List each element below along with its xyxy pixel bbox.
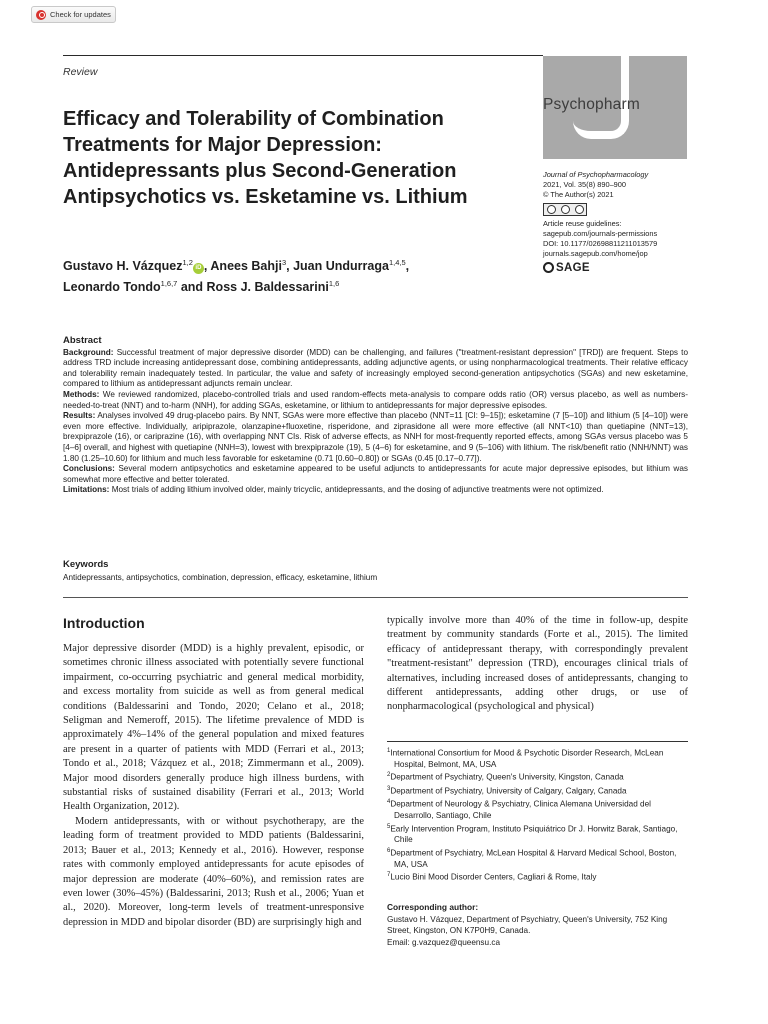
abstract-section-label: Conclusions: [63,464,115,474]
check-for-updates-badge[interactable] [31,6,116,23]
author-name: Juan Undurraga [293,259,389,274]
corresponding-author [387,902,688,948]
author-name: Gustavo H. Vázquez [63,259,183,274]
author-list [63,254,533,296]
affiliation-number: 6 [387,848,391,855]
abstract-section [63,411,688,464]
author-separator: , [203,259,211,274]
keywords-heading: Keywords [63,559,109,570]
abstract-section-label: Background: [63,347,114,357]
affiliation-item [387,770,688,784]
affiliation-marker: 1,4,5 [388,258,406,267]
author-separator: , [405,259,410,274]
abstract-section-text: Several modern antipsychotics and esketamine appeared to be useful adjuncts to antidepressants for acute major depressive episodes, but lithium was somewhat more effective and better tolerated. [63,464,688,484]
journal-name: Journal of Psychopharmacology [543,170,649,179]
author-name: Anees Bahji [210,259,282,274]
by-icon [561,205,570,214]
abstract-section-text: We reviewed randomized, placebo-controlled trials and used random-effects meta-analysis to compare odds ratio (OR) versus placebo, as well as numbers-needed-to-treat (NNT) and to-harm (NNH), for adding SGAs, esketamine, or lithium to antidepressants for major depressive episodes. [63,389,688,410]
abstract-section-label: Methods: [63,389,100,399]
affiliation-item [387,784,688,798]
journal-home-link[interactable]: journals.sagepub.com/home/jop [543,249,648,258]
body-paragraph: typically involve more than 40% of the time in follow-up, despite treatment by community standards (Forte et al., 2015). The limited efficacy of antidepressant therapy, with correspondingly prevalent "treatment-resistant" depression (TRD), encourages clinical trials of alternatives, including increased doses of antidepressants, changing to different antidepressants, adding other drugs, or use of nonpharmacological (psychological and physical) [387,615,688,713]
journal-logo [543,56,687,159]
affiliation-number: 1 [387,748,391,754]
keywords [63,559,688,583]
affiliation-item [387,846,688,870]
body-column-left [63,642,364,930]
abstract-section-label: Limitations: [63,485,110,495]
check-updates-label: Check for updates [50,10,111,19]
affiliation-text: Department of Psychiatry, University of Calgary, Calgary, Canada [390,786,627,796]
corresponding-address: Gustavo H. Vázquez, Department of Psychiatry, Queen's University, 752 King Street, Kingston, ON K7P0H9, Canada. [387,914,668,935]
affiliation-marker: 1,6 [328,279,340,289]
affiliation-number: 3 [387,785,391,792]
abstract-section-label: Results: [63,411,96,421]
orcid-icon[interactable]: iD [193,263,204,274]
affiliation-item [387,746,688,770]
affiliation-text: Early Intervention Program, Instituto Psiquiátrico Dr J. Horwitz Barak, Santiago, Chile [390,824,678,845]
affiliation-item [387,870,688,884]
keywords-rule [63,597,688,598]
affiliation-marker: 1,2 [182,258,193,267]
affiliation-marker: 1,6,7 [160,279,178,289]
affiliation-number: 4 [387,799,391,806]
reuse-label: Article reuse guidelines: [543,219,622,228]
reuse-link[interactable]: sagepub.com/journals-permissions [543,229,658,238]
abstract-section [63,485,688,496]
affiliations [387,746,688,884]
author-separator: and [177,280,207,295]
author-separator: , [286,259,294,274]
journal-info [543,170,703,273]
logo-text: Psychopharm [543,96,640,113]
article-type: Review [63,66,98,78]
abstract-section [63,348,688,390]
affiliation-text: Department of Psychiatry, McLean Hospital & Harvard Medical School, Boston, MA, USA [390,848,677,869]
sage-icon [543,262,554,273]
corresponding-email[interactable]: Email: g.vazquez@queensu.ca [387,937,500,947]
affiliation-text: Lucio Bini Mood Disorder Centers, Cagliari & Rome, Italy [390,873,597,883]
corresponding-heading: Corresponding author: [387,902,479,912]
abstract-section-text: Successful treatment of major depressive disorder (MDD) can be challenging, and failures ("treatment-resistant depression" [TRD]) are frequent. Steps to address TRD include increasing antidepressant dose, combining antidepressants, adding adjunctive agents, or using nonpharmacological treatments. Their relative efficacy and tolerability remain inadequately tested. In particular, the value and safety of increasingly employed second-generation antipsychotics (SGAs) and new esketamine, compared to lithium as antidepressant adjuncts remain unclear. [63,347,688,389]
footnote-rule [387,741,688,742]
publisher-name: SAGE [556,261,590,274]
body-paragraph: Modern antidepressants, with or without psychotherapy, are the leading form of treatment provided to MDD patients (Baldessarini, 2013; Bauer et al., 2013; Kennedy et al., 2016). However, response rates with commonly employed antidepressants for acute episodes of major depression are moderate (40%–60%), and remission rates are even lower (30%–45%) (Baldessarini, 2013; Rush et al., 2006; Yuan et al., 2020). Moreover, long-term levels of treatment-unresponsive depression in MDD and bipolar disorder (BD) are surprisingly high and [63,815,364,928]
body-paragraph: Major depressive disorder (MDD) is a highly prevalent, episodic, or sometimes chronic illness associated with potentially severe functional impairment, co-occurring psychiatric and general medical morbidity, and excess mortality from suicide as well as from general medical conditions (Baldessarini and Tondo, 2020; Celano et al., 2018; Seligman and Nemeroff, 2015). The lifetime prevalence of MDD is approximately 4%–14% of the general population and mixed features are present in a quarter of patients with MDD (Ferrari et al., 2013; Tondo et al., 2018; Vázquez et al., 2018; Zimmermann et al., 2009). Major mood disorders generally produce high illness burdens, with substantial risks of sustained disability (Ferrari et al., 2013; World Health Organization, 2012). [63,643,364,813]
affiliation-number: 5 [387,823,391,830]
abstract-section [63,464,688,485]
journal-copyright: © The Author(s) 2021 [543,190,614,199]
cc-license-icon[interactable] [543,203,587,216]
affiliation-item [387,822,688,846]
abstract-section [63,390,688,411]
section-heading-introduction: Introduction [63,615,145,631]
update-icon [36,10,46,20]
abstract-heading: Abstract [63,335,102,346]
article-title: Efficacy and Tolerability of Combination Treatments for Major Depression: Antidepressants plus Second-Generation Antipsychotics vs. Esketamine vs. Lithium [63,108,468,208]
affiliation-item [387,797,688,821]
affiliation-marker: 3 [281,258,287,267]
nc-icon [575,205,584,214]
affiliation-number: 7 [387,872,391,879]
body-column-right [387,614,688,715]
abstract-section-text: Most trials of adding lithium involved older, mainly tricyclic, antidepressants, and the dosing of adjunctive treatments were not optimized. [111,485,604,495]
publisher-logo [543,262,703,273]
author-name: Leonardo Tondo [63,280,161,295]
abstract-section-text: Analyses involved 49 drug-placebo pairs. By NNT, SGAs were more effective than placebo (NNT=11 [CI: 9–15]); esketamine (7 [5–10]) and lithium (5 [4–10]) were even more effective. Individually, aripiprazole, olanzapine+fluoxetine, risperidone, and ziprasidone all were more effective (all NNT<10) than quetiapine (NNT=13), brexpiprazole (16), or cariprazine (16), with overlapping NNT CIs. Risk of adverse effects, as NNH for most-frequently reported effects, among SGAs versus placebo was 5 [4–6] overall, and highest with quetiapine (NNH=3), lowest with brexpiprazole (19), 5 (4–6) for esketamine, and 9 (5–106) with lithium. The risk/benefit ratio (NNH/NNT) was 1.80 (1.25–10.60) for lithium and much less favorable for esketamine (0.71 [0.60–0.80]) or SGAs (0.45 [0.17–0.77]). [63,411,689,463]
affiliation-text: Department of Psychiatry, Queen's University, Kingston, Canada [390,773,624,783]
author-name: Ross J. Baldessarini [206,280,329,295]
affiliation-text: Department of Neurology & Psychiatry, Clinica Alemana Universidad del Desarrollo, Santiago, Chile [390,800,651,820]
cc-icon [547,205,556,214]
keywords-text: Antidepressants, antipsychotics, combination, depression, efficacy, esketamine, lithium [63,573,378,582]
journal-volume: 2021, Vol. 35(8) 890–900 [543,180,627,189]
doi[interactable]: DOI: 10.1177/02698811211013579 [543,239,658,248]
abstract [63,336,688,496]
header-rule [63,55,543,56]
affiliation-text: International Consortium for Mood & Psychotic Disorder Research, McLean Hospital, Belmont, MA, USA [390,748,664,769]
affiliation-number: 2 [387,772,391,779]
